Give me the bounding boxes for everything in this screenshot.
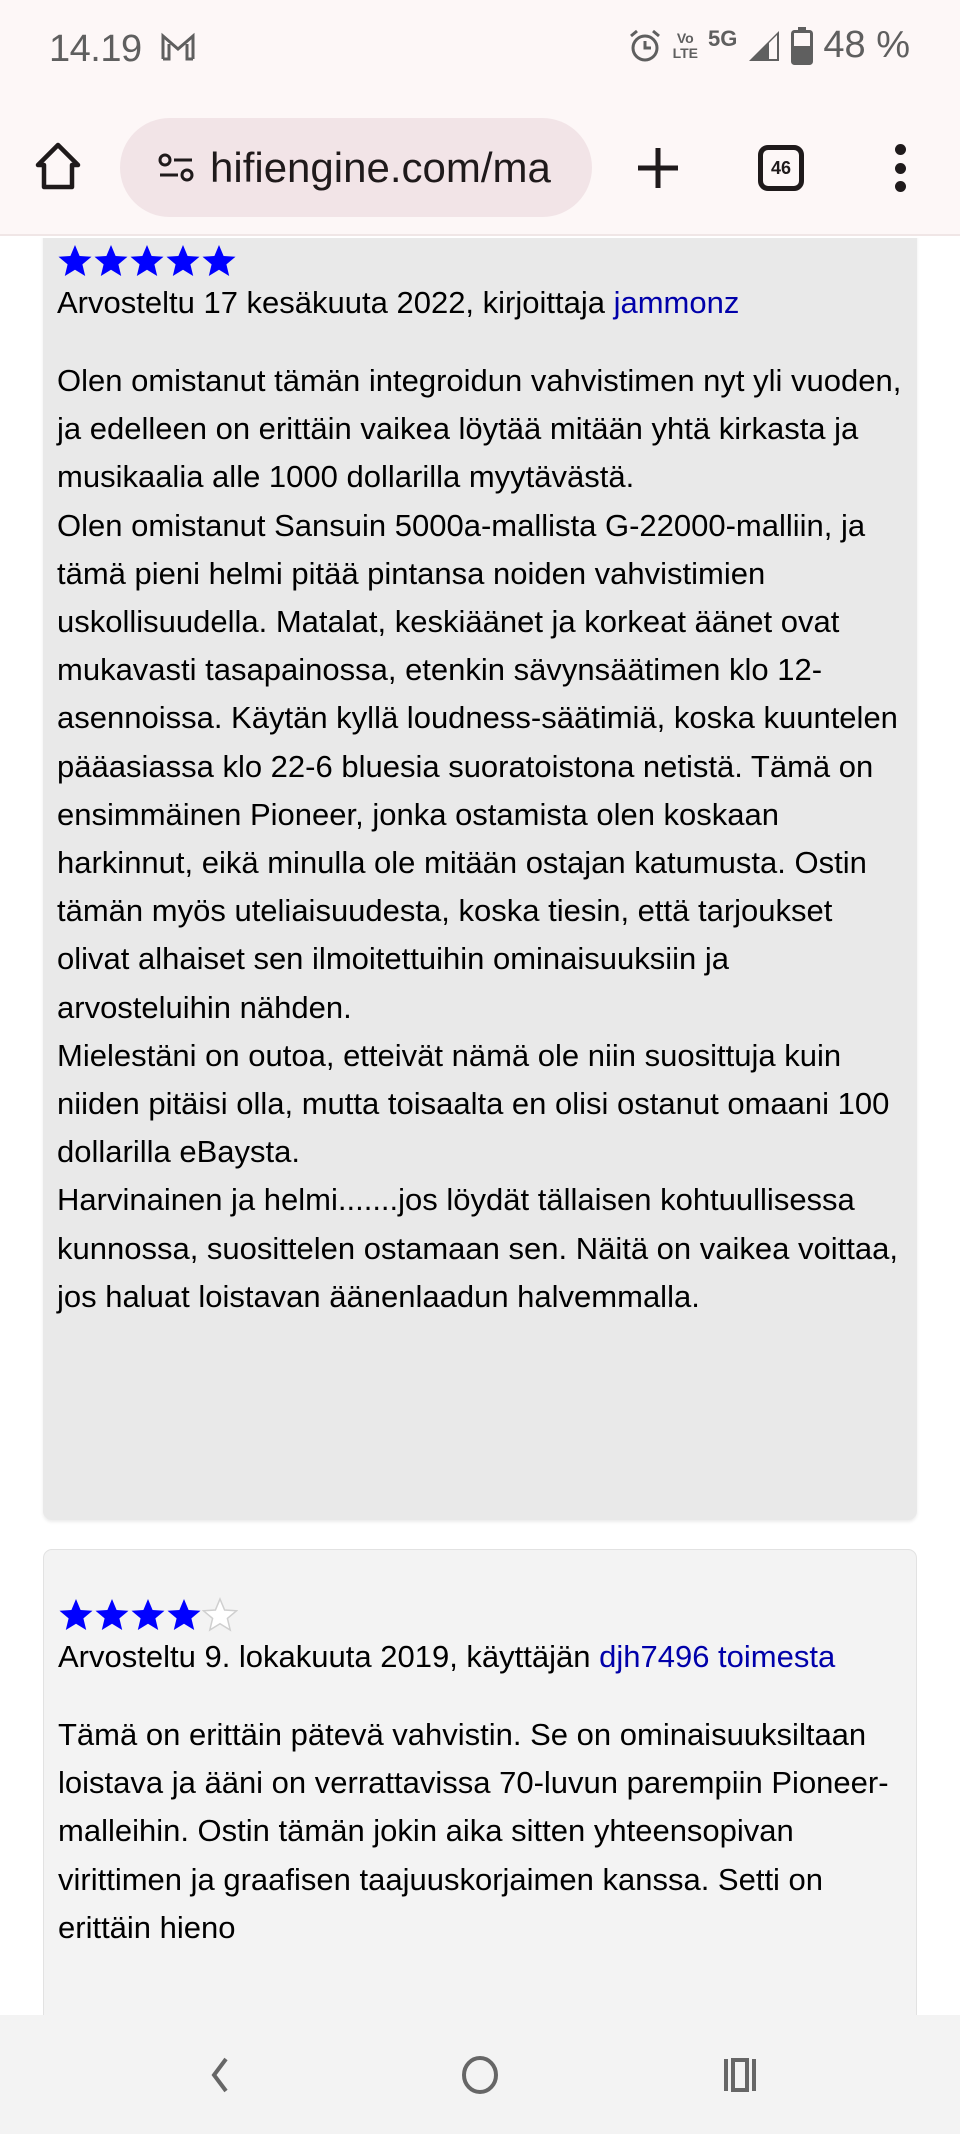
more-vert-icon[interactable] [880,140,920,196]
signal-icon [747,29,781,63]
author-link[interactable]: jammonz [613,285,740,320]
review-card [43,1549,917,2015]
review-text [58,1711,902,1952]
star-filled-icon [165,243,201,279]
status-icons [627,24,910,67]
review-paragraph: Olen omistanut Sansuin 5000a-mallista G-22000-malliin, ja tämä pieni helmi pitää pintansa noiden vahvistimien uskollisuudella. Matalat, keskiäänet ja korkeat äänet ovat mukavasti tasapainossa, etenkin sävynsäätimen klo 12-asennoissa. Käytän kyllä loudness-säätimiä, koska kuuntelen pääasiassa klo 22-6 bluesia suoratoistona netistä. Tämä on ensimmäinen Pioneer, jonka ostamista olen koskaan harkinnut, eikä minulla ole mitään ostajan katumusta. Ostin tämän myös uteliaisuudesta, koska tiesin, että tarjoukset olivat alhaiset sen ilmoitettuihin ominaisuuksiin ja arvosteluihin nähden. [57,507,898,1025]
star-filled-icon [58,1597,94,1633]
star-rating [57,243,903,279]
review-paragraph: Harvinainen ja helmi.......jos löydät tällaisen kohtuullisessa kunnossa, suosittelen ostamaan sen. Näitä on vaikea voittaa, jos haluat loistavan äänenlaadun halvemmalla. [57,1182,898,1314]
review-paragraph: Mielestäni on outoa, etteivät nämä ole niin suosittuja kuin niiden pitäisi olla, mutta toisaalta en olisi ostanut omaani 100 dollarilla eBaysta. [57,1037,890,1170]
review-card [43,238,917,1520]
review-byline: Arvosteltu 9. lokakuuta 2019, käyttäjän djh7496 toimesta [58,1639,836,1674]
home-circle-icon[interactable] [450,2045,510,2105]
address-bar[interactable] [120,118,592,217]
review-text [57,357,903,1321]
plus-icon[interactable] [632,142,684,194]
home-icon[interactable] [32,140,84,192]
alarm-icon [627,28,663,64]
tune-icon[interactable] [158,153,194,183]
review-paragraph: Olen omistanut tämän integroidun vahvistimen nyt yli vuoden, ja edelleen on erittäin vaikea löytää mitään yhtä kirkasta ja musikaalia alle 1000 dollarilla myytävästä. [57,363,902,495]
page-content[interactable] [0,238,960,2015]
5g-icon: 5G [708,25,738,51]
review-byline: Arvosteltu 17 kesäkuuta 2022, kirjoittaja jammonz [57,285,740,320]
back-icon[interactable] [190,2045,250,2105]
battery-percent: 48 % [823,24,910,66]
star-filled-icon [57,243,93,279]
star-filled-icon [130,1597,166,1633]
status-bar [0,0,960,100]
recents-icon[interactable] [710,2045,770,2105]
system-nav-bar [0,2015,960,2134]
author-link[interactable]: djh7496 toimesta [599,1639,836,1674]
review-paragraph: Tämä on erittäin pätevä vahvistin. Se on ominaisuuksiltaan loistava ja ääni on verrattavissa 70-luvun parempiin Pioneer-malleihin. Ostin tämän jokin aika sitten yhteensopivan virittimen ja graafisen taajuuskorjaimen kanssa. Setti on erittäin hieno [58,1717,889,1945]
gmail-icon [160,32,196,62]
star-filled-icon [129,243,165,279]
star-empty-icon [202,1597,238,1633]
star-rating [58,1597,902,1633]
url-text[interactable]: hifiengine.com/ma [210,143,551,191]
tab-switcher-button[interactable]: 46 [758,145,804,191]
star-filled-icon [166,1597,202,1633]
star-filled-icon [93,243,129,279]
star-filled-icon [201,243,237,279]
status-time: 14.19 [49,28,142,70]
star-filled-icon [94,1597,130,1633]
browser-toolbar [0,100,960,236]
volte-icon: Vo LTE [672,29,699,61]
battery-icon [791,27,813,65]
